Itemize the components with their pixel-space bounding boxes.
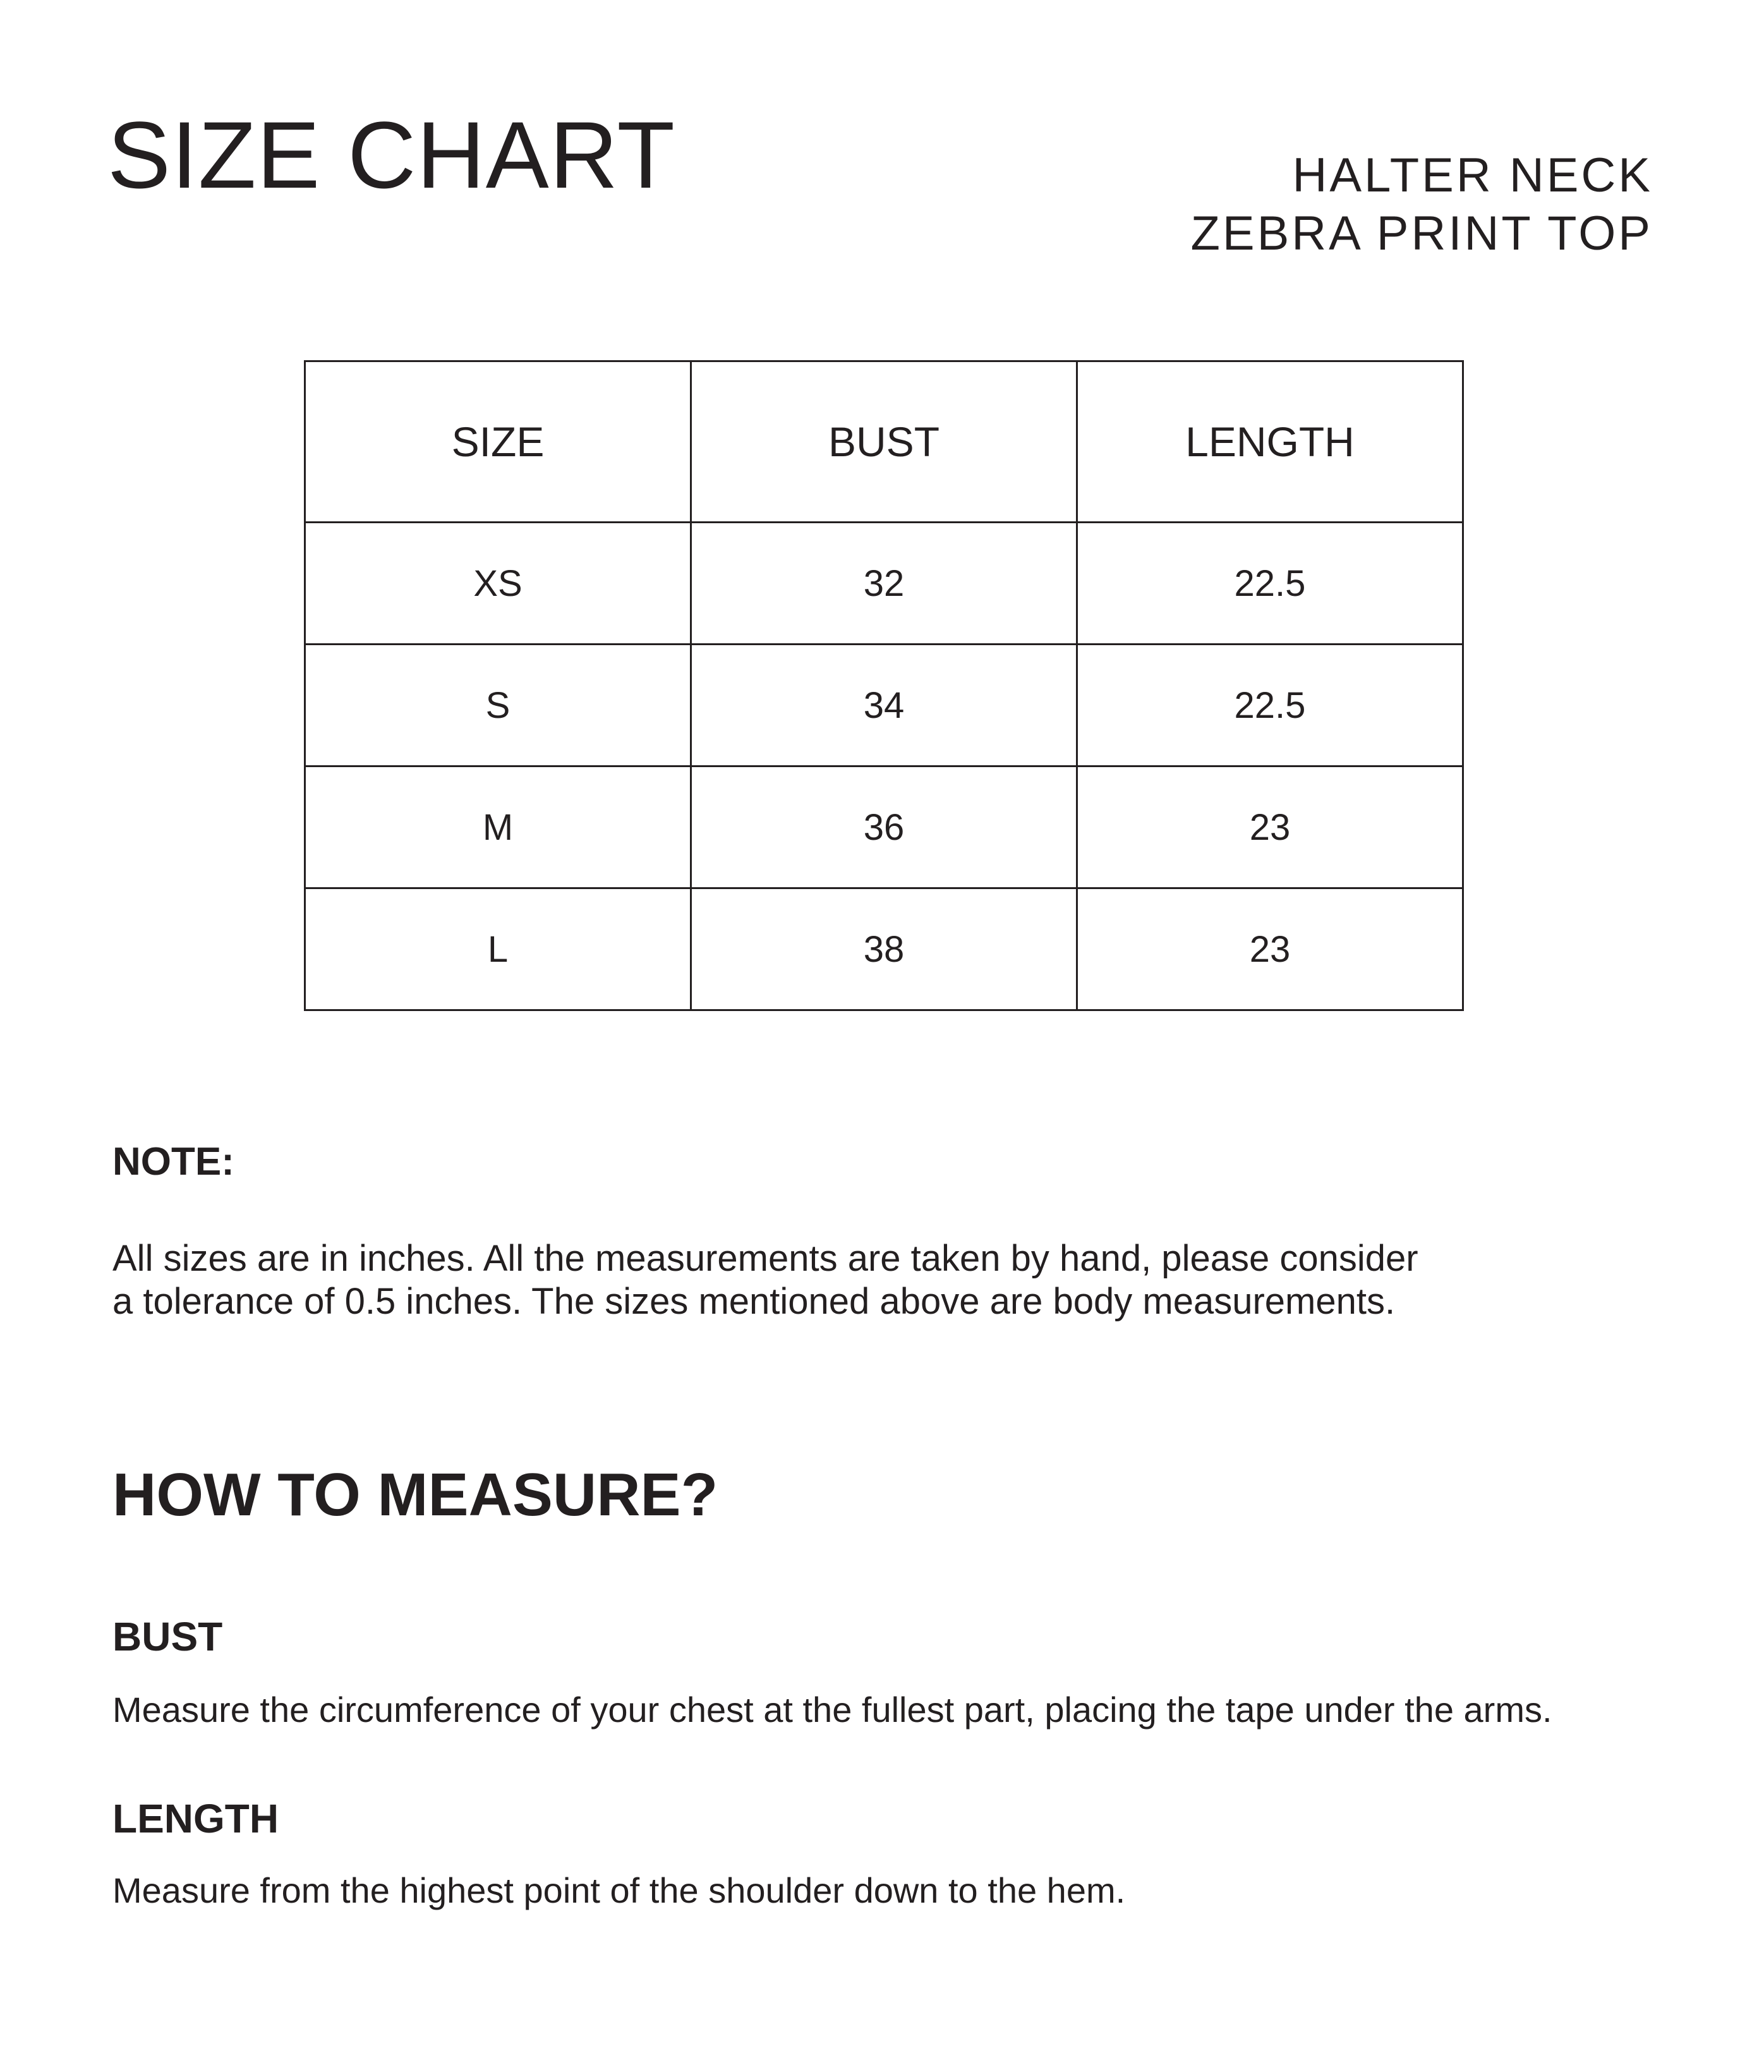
cell-bust: 34	[691, 645, 1077, 766]
product-name	[1190, 147, 1653, 263]
column-header-length: LENGTH	[1077, 361, 1463, 523]
table-row	[305, 645, 1463, 766]
length-instructions: Measure from the highest point of the shoulder down to the hem.	[112, 1870, 1126, 1910]
column-header-size: SIZE	[305, 361, 691, 523]
size-table	[304, 360, 1464, 1011]
product-name-line-2: ZEBRA PRINT TOP	[1190, 207, 1653, 260]
cell-size: M	[305, 766, 691, 888]
table-row	[305, 888, 1463, 1010]
cell-length: 23	[1077, 766, 1463, 888]
bust-instructions: Measure the circumference of your chest at the fullest part, placing the tape under the arms.	[112, 1690, 1552, 1730]
how-to-measure-heading: HOW TO MEASURE?	[112, 1461, 718, 1529]
bust-heading: BUST	[112, 1614, 223, 1659]
note-text	[112, 1237, 1566, 1323]
note-text-line-2: a tolerance of 0.5 inches. The sizes mentioned above are body measurements.	[112, 1281, 1396, 1322]
length-heading: LENGTH	[112, 1796, 279, 1841]
cell-length: 22.5	[1077, 523, 1463, 645]
cell-length: 23	[1077, 888, 1463, 1010]
cell-size: L	[305, 888, 691, 1010]
table-row	[305, 766, 1463, 888]
cell-bust: 38	[691, 888, 1077, 1010]
cell-bust: 32	[691, 523, 1077, 645]
column-header-bust: BUST	[691, 361, 1077, 523]
note-heading: NOTE:	[112, 1140, 234, 1184]
product-name-line-1: HALTER NECK	[1292, 148, 1653, 202]
cell-length: 22.5	[1077, 645, 1463, 766]
note-text-line-1: All sizes are in inches. All the measurements are taken by hand, please consider	[112, 1238, 1418, 1279]
cell-bust: 36	[691, 766, 1077, 888]
table-row	[305, 523, 1463, 645]
table-header-row	[305, 361, 1463, 523]
cell-size: S	[305, 645, 691, 766]
page-title: SIZE CHART	[107, 102, 676, 208]
cell-size: XS	[305, 523, 691, 645]
